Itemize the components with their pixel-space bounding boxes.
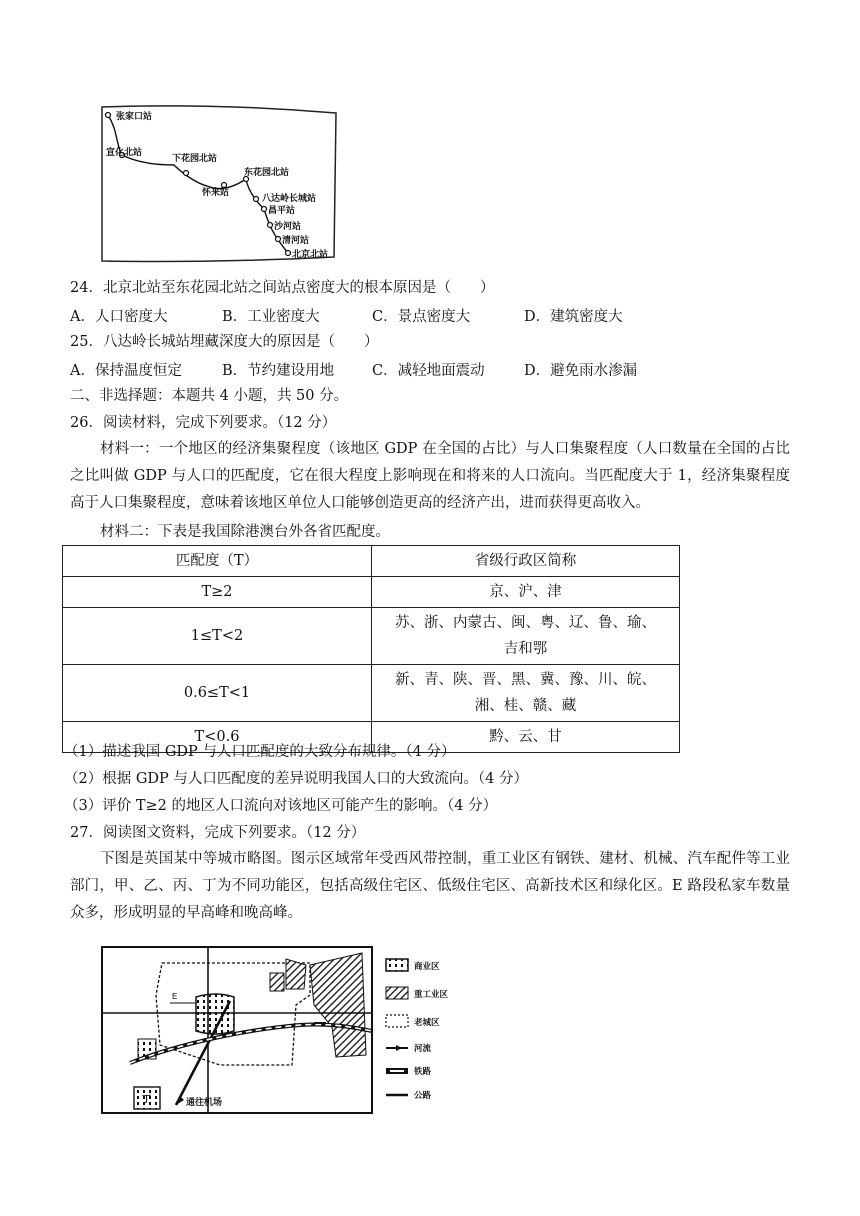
- legend-item-old-town: 老城区: [414, 1018, 440, 1028]
- q25-option-d: D．避免雨水渗漏: [524, 363, 638, 379]
- table-cell: 苏、浙、内蒙古、闽、粤、辽、鲁、瑜、吉和鄂: [372, 608, 680, 665]
- q25-stem: 25．八达岭长城站埋藏深度大的原因是（ ）: [70, 334, 379, 350]
- city-map-figure: [100, 945, 480, 1117]
- station-label: 东花园北站: [244, 168, 290, 178]
- rail-map-figure: [98, 103, 340, 265]
- station-label: 八达岭长城站: [262, 194, 317, 204]
- q26-sub-1: （1）描述我国 GDP 与人口匹配度的大致分布规律。（4 分）: [64, 744, 456, 760]
- table-header-cell: 省级行政区简称: [372, 546, 680, 577]
- q25-option-c: C．减轻地面震动: [372, 363, 485, 379]
- city-map-svg: [100, 945, 480, 1117]
- table-row: [63, 608, 680, 665]
- table-row: [63, 577, 680, 608]
- legend-item-commercial: 商业区: [414, 962, 440, 972]
- legend-item-railway: 铁路: [414, 1067, 432, 1077]
- table-cell: 黔、云、甘: [372, 722, 680, 753]
- table-cell: T<0.6: [63, 722, 372, 753]
- q24-option-b: B．工业密度大: [222, 309, 320, 325]
- q24-option-c: C．景点密度大: [372, 309, 471, 325]
- section-heading: 二、非选择题：本题共 4 小题，共 50 分。: [70, 388, 349, 404]
- q24-option-d: D．建筑密度大: [524, 309, 623, 325]
- legend-item-road: 公路: [414, 1091, 432, 1101]
- station-label: 昌平站: [268, 206, 296, 216]
- table-cell: 1≤T<2: [63, 608, 372, 665]
- q26-sub-3: （3）评价 T≥2 的地区人口流向对该地区可能产生的影响。（4 分）: [64, 798, 498, 814]
- station-label: 下花园北站: [172, 154, 218, 164]
- station-label: 张家口站: [116, 112, 153, 122]
- q27-intro: 下图是英国某中等城市略图。图示区域常年受西风带控制，重工业区有钢铁、建材、机械、汽车配件等工业部门，甲、乙、丙、丁为不同功能区，包括高级住宅区、低级住宅区、高新技术区和绿化区。E 路段私家车数量众多，形成明显的早高峰和晚高峰。: [70, 851, 790, 921]
- table-cell: 0.6≤T<1: [63, 665, 372, 722]
- table-row: [63, 665, 680, 722]
- e-label: E: [172, 992, 178, 1001]
- map-legend: [386, 959, 449, 1101]
- station-label: 宣化北站: [106, 148, 143, 158]
- station-label: 沙河站: [274, 222, 302, 232]
- table-header-row: [63, 546, 680, 577]
- table-cell: T≥2: [63, 577, 372, 608]
- q25-option-a: A．保持温度恒定: [70, 363, 182, 379]
- q26-sub-2: （2）根据 GDP 与人口匹配度的差异说明我国人口的大致流向。（4 分）: [64, 771, 528, 787]
- station-label: 北京北站: [292, 250, 329, 260]
- legend-item-river: 河流: [414, 1044, 432, 1054]
- ding-label: 丁: [142, 1094, 152, 1104]
- q24-stem: 24．北京北站至东花园北站之间站点密度大的根本原因是（ ）: [70, 280, 495, 296]
- q26-material-1: 材料一：一个地区的经济集聚程度（该地区 GDP 在全国的占比）与人口集聚程度（人口数量在全国的占比之比叫做 GDP 与人口的匹配度，它在很大程度上影响现在和将来的人口流向。当匹配度大于 1，经济集聚程度高于人口集聚程度，意味着该地区单位人口能够创造更高的经济产出，进而获得更高收入。: [70, 441, 790, 511]
- table-header-cell: 匹配度（T）: [63, 546, 372, 577]
- q24-option-a: A．人口密度大: [70, 309, 168, 325]
- q27-stem: 27．阅读图文资料，完成下列要求。（12 分）: [70, 825, 366, 841]
- airport-label: 通往机场: [186, 1098, 223, 1108]
- station-label: 清河站: [282, 236, 310, 246]
- table-cell: 京、沪、津: [372, 577, 680, 608]
- q25-option-b: B．节约建设用地: [222, 363, 335, 379]
- table-cell: 新、青、陕、晋、黑、冀、豫、川、皖、湘、桂、赣、藏: [372, 665, 680, 722]
- q26-material-2: 材料二：下表是我国除港澳台外各省匹配度。: [100, 524, 390, 540]
- rail-map-svg: [98, 103, 340, 265]
- station-label: 怀来站: [202, 188, 230, 198]
- match-degree-table: [62, 545, 680, 753]
- q26-stem: 26．阅读材料，完成下列要求。（12 分）: [70, 415, 337, 431]
- legend-item-heavy-industry: 重工业区: [414, 990, 449, 1000]
